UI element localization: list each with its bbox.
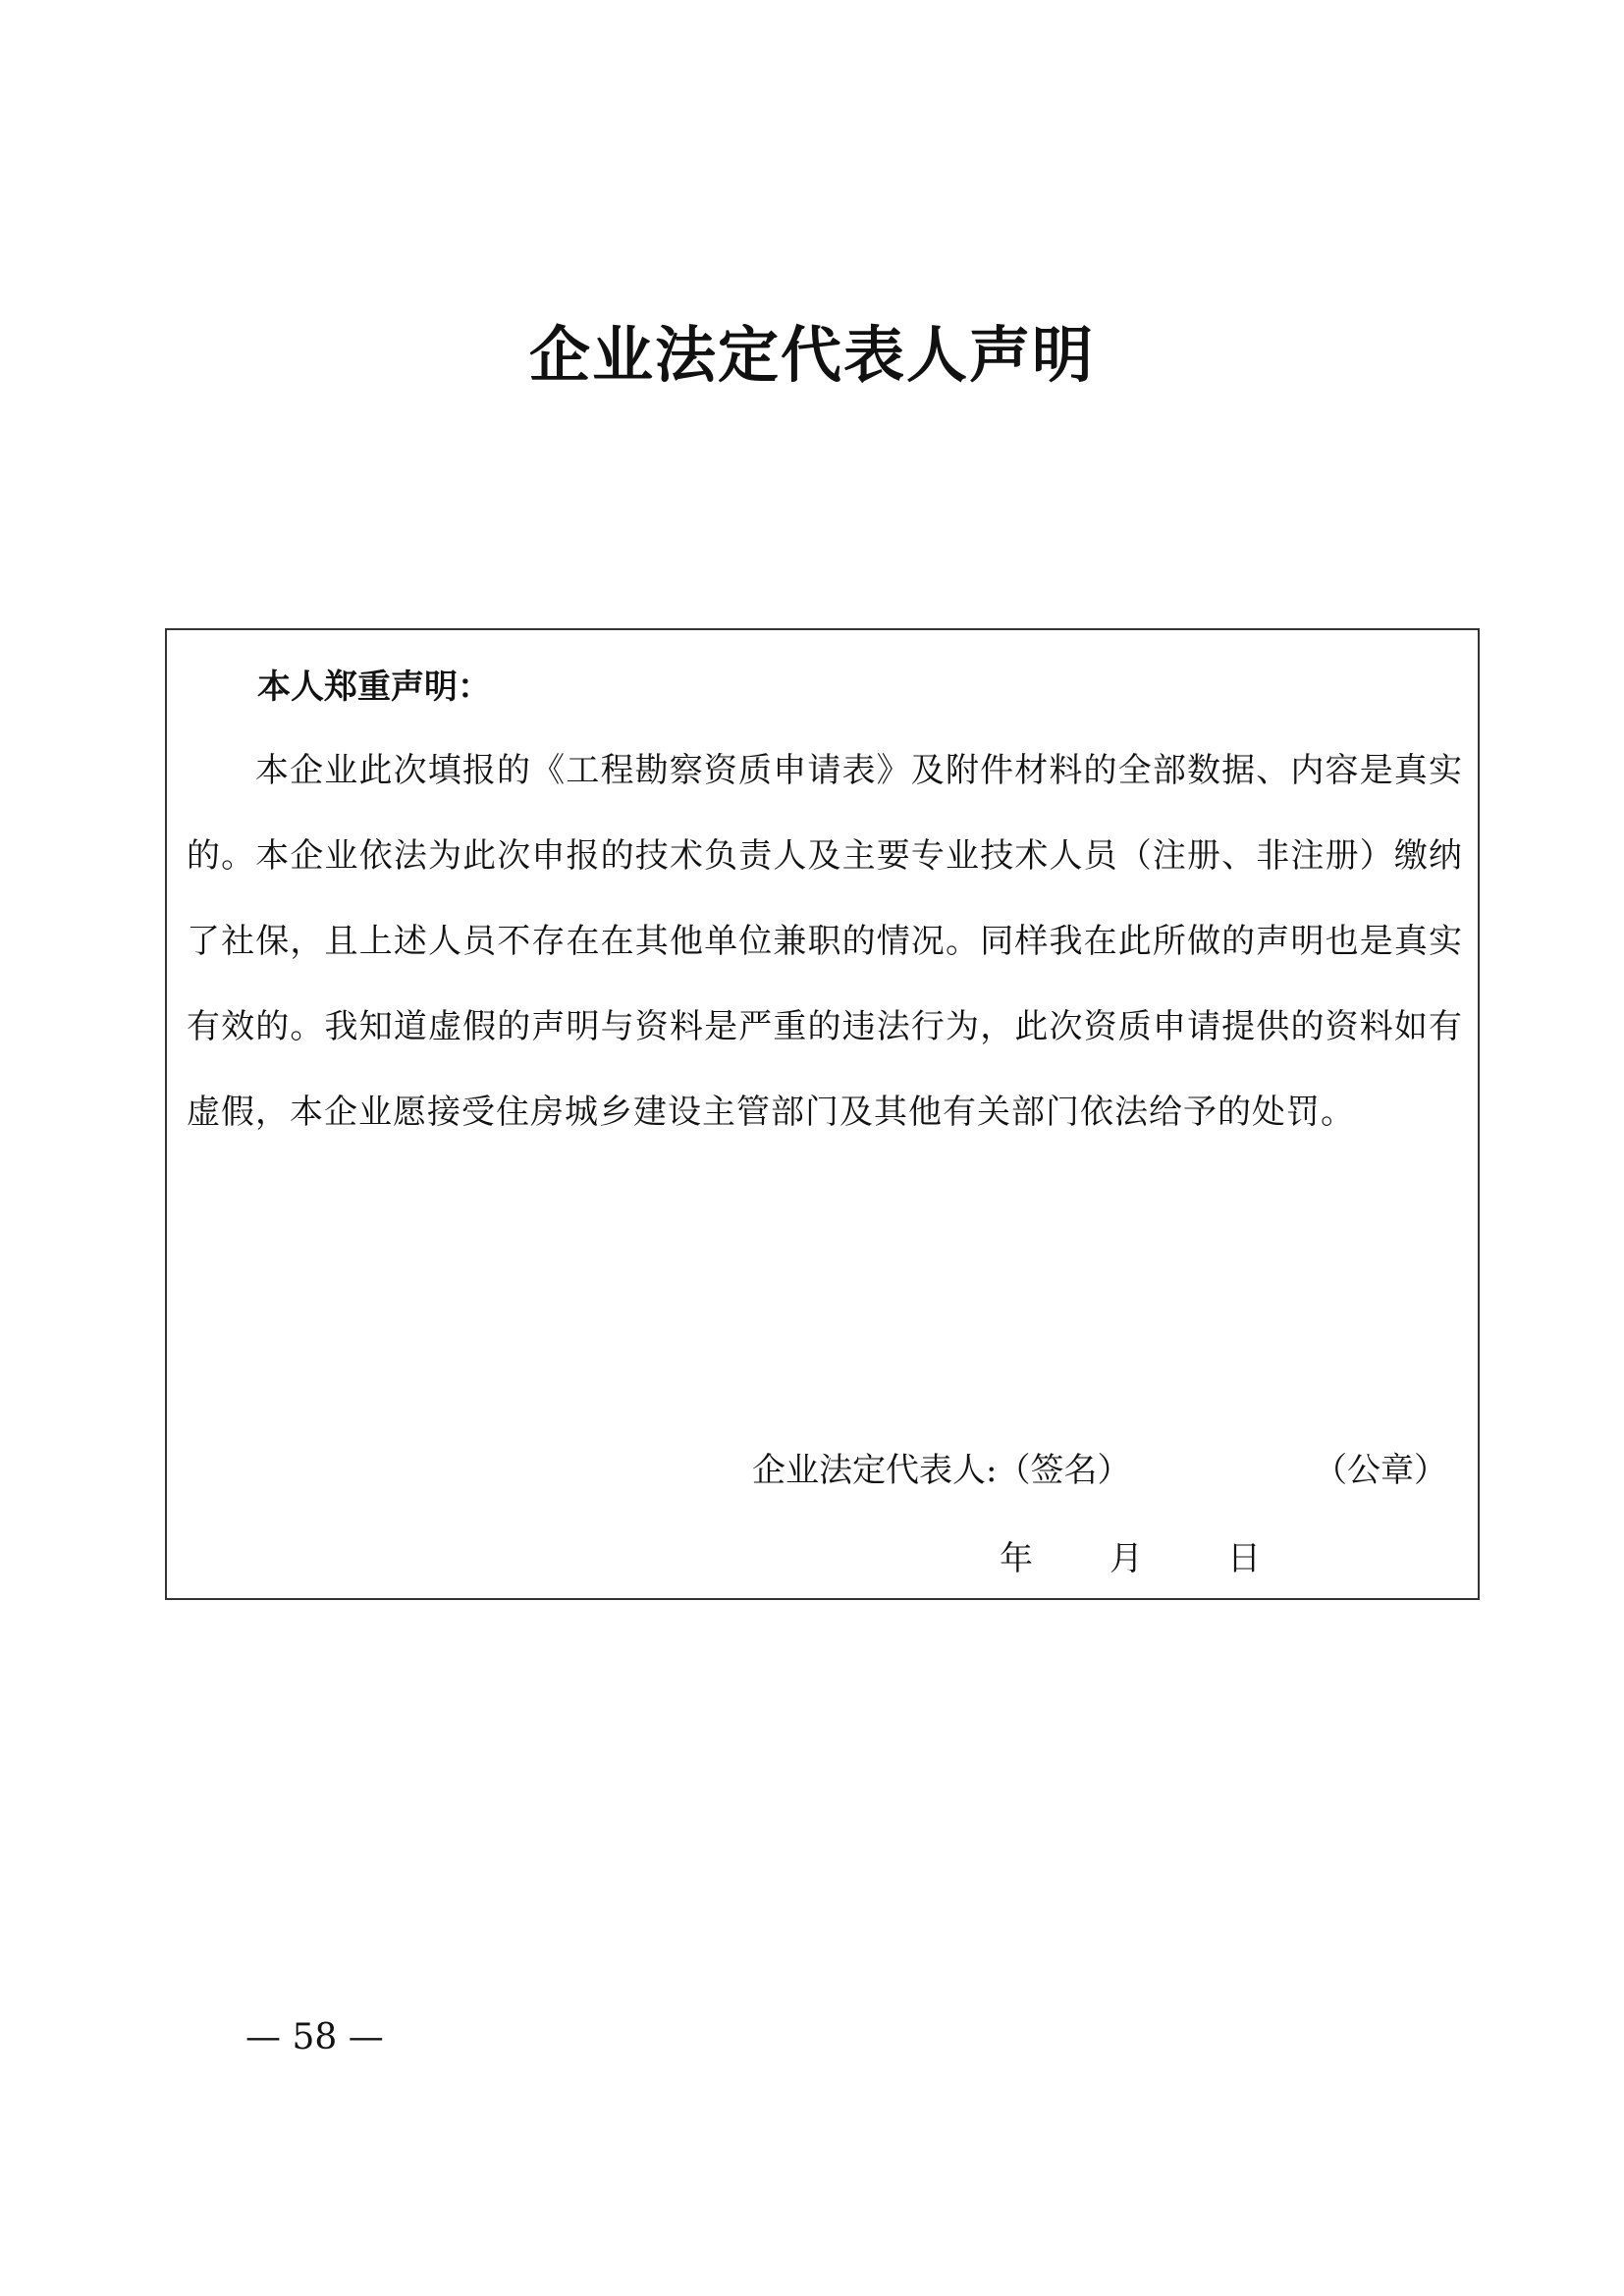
signature-label: 企业法定代表人:（签名） (752, 1451, 1131, 1490)
page-number: — 58 — (245, 2017, 384, 2057)
seal-label: （公章） (1314, 1451, 1447, 1490)
declaration-box (165, 628, 1480, 1600)
page-title: 企业法定代表人声明 (528, 319, 1095, 391)
date-month-label: 月 (1110, 1539, 1143, 1578)
date-day-label: 日 (1227, 1539, 1261, 1578)
declaration-body: 本企业此次填报的《工程勘察资质申请表》及附件材料的全部数据、内容是真实的。本企业依法为此次申报的技术负责人及主要专业技术人员（注册、非注册）缴纳了社保，且上述人员不存在在其他单位兼职的情况。同样我在此所做的声明也是真实有效的。我知道虚假的声明与资料是严重的违法行为，此次资质申请提供的资料如有虚假，本企业愿接受住房城乡建设主管部门及其他有关部门依法给予的处罚。 (187, 751, 1463, 1132)
declaration-lead: 本人郑重声明： (257, 667, 491, 707)
date-year-label: 年 (1000, 1539, 1033, 1578)
